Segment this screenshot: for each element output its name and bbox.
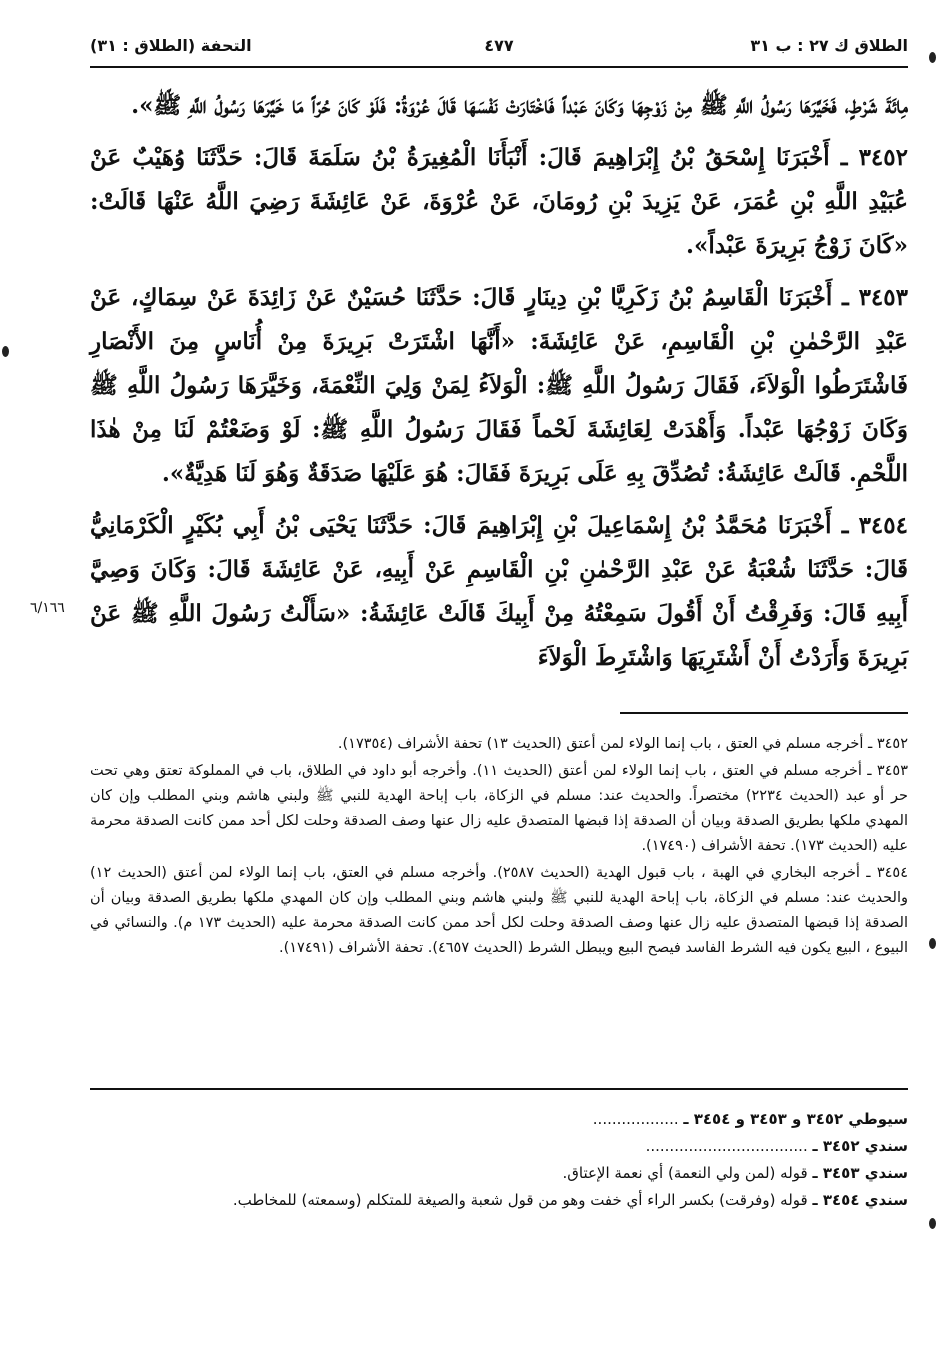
commentary-label: سندي ٣٤٥٤ ـ xyxy=(812,1191,908,1209)
commentary-divider xyxy=(90,1088,908,1090)
commentary-text: .................................. xyxy=(645,1137,808,1155)
footnotes xyxy=(90,732,908,963)
commentary-text: قوله (وفرقت) بكسر الراء أي خفت وهو من قول شعبة والصيغة للمتكلم (وسمعته) للمخاطب. xyxy=(232,1191,808,1209)
header-tuhfa-ref: التحفة (الطلاق : ٣١) xyxy=(90,36,252,55)
commentary-line xyxy=(90,1106,908,1133)
scan-hole-mark xyxy=(929,52,936,63)
commentary-text: قوله (لمن ولي النعمة) أي نعمة الإعتاق. xyxy=(562,1164,808,1182)
scan-hole-mark xyxy=(929,1218,936,1229)
hadith-paragraph: ٣٤٥٣ ـ أَخْبَرَنَا الْقَاسِمُ بْنُ زَكَرِيَّا بْنِ دِينَارٍ قَالَ: حَدَّثَنَا حُسَيْنٌ عَنْ زَائِدَةَ عَنْ سِمَاكٍ، عَنْ عَبْدِ الرَّحْمٰنِ بْنِ الْقَاسِمِ، عَنْ عَائِشَةَ: «أَنَّهَا اشْتَرَتْ بَرِيرَةَ مِنْ أُنَاسٍ مِنَ الأَنْصَارِ فَاشْتَرَطُوا الْوَلاَءَ، فَقَالَ رَسُولُ اللَّهِ ﷺ: الْوَلاَءُ لِمَنْ وَلِيَ النِّعْمَةَ، وَخَيَّرَهَا رَسُولُ اللَّهِ ﷺ وَكَانَ زَوْجُهَا عَبْداً. وَأَهْدَتْ لِعَائِشَةَ لَحْماً فَقَالَ رَسُولُ اللَّهِ ﷺ: لَوْ وَضَعْتُمْ لَنَا مِنْ هٰذَا اللَّحْمِ. قَالَتْ عَائِشَةُ: تُصُدِّقَ بِهِ عَلَى بَرِيرَةَ فَقَالَ: هُوَ عَلَيْهَا صَدَقَةٌ وَهُوَ لَنَا هَدِيَّةٌ». xyxy=(90,284,908,487)
commentary-text: .................. xyxy=(592,1110,679,1128)
scan-hole-mark xyxy=(929,938,936,949)
scan-hole-mark xyxy=(2,346,9,357)
commentary xyxy=(90,1106,908,1214)
commentary-label: سيوطي ٣٤٥٢ و ٣٤٥٣ و ٣٤٥٤ ـ xyxy=(683,1110,908,1128)
footnote-item: ٣٤٥٢ ـ أخرجه مسلم في العتق ، باب إنما الولاء لمن أعتق (الحديث ١٣) تحفة الأشراف (١٧٣٥٤). xyxy=(337,736,908,752)
commentary-label: سندي ٣٤٥٣ ـ xyxy=(812,1164,908,1182)
hadith-paragraph: مِائَةَ شَرْطٍ، فَخَيَّرَهَا رَسُولُ اللَّهِ ﷺ مِنْ زَوْجِهَا وَكَانَ عَبْداً فَاخْتَارَتْ نَفْسَهَا قَالَ عُرْوَةُ: فَلَوْ كَانَ حُرّاً مَا خَيَّرَهَا رَسُولُ اللَّهِ ﷺ». xyxy=(131,92,908,119)
running-header xyxy=(90,30,908,64)
footnote-divider xyxy=(620,712,908,714)
commentary-line xyxy=(90,1133,908,1160)
hadith-paragraph: ٣٤٥٢ ـ أَخْبَرَنَا إِسْحَقُ بْنُ إِبْرَاهِيمَ قَالَ: أَنْبَأَنَا الْمُغِيرَةُ بْنُ سَلَمَةَ قَالَ: حَدَّثَنَا وُهَيْبٌ عَنْ عُبَيْدِ اللَّهِ بْنِ عُمَرَ، عَنْ يَزِيدَ بْنِ رُومَانَ، عَنْ عُرْوَةَ، عَنْ عَائِشَةَ رَضِيَ اللَّهُ عَنْهَا قَالَتْ: «كَانَ زَوْجُ بَرِيرَةَ عَبْداً». xyxy=(90,144,908,259)
footnote-item: ٣٤٥٣ ـ أخرجه مسلم في العتق ، باب إنما الولاء لمن أعتق (الحديث ١١). وأخرجه أبو داود في الطلاق، باب في المملوكة تعتق وهي تحت حر أو عبد (الحديث ٢٢٣٤) مختصراً. والحديث عند: مسلم في الزكاة، باب إباحة الهدية للنبي ﷺ ولبني هاشم وبني المطلب وإن كان المهدي ملكها بطريق الصدقة وبيان أن الصدقة إذا قبضها المتصدق عليه زال عنها وصف الصدقة وحلت لكل أحد ممن كانت الصدقة محرمة عليه (الحديث ١٧٣). تحفة الأشراف (١٧٤٩٠). xyxy=(90,763,909,854)
margin-reference: ٦/١٦٦ xyxy=(30,600,65,616)
commentary-label: سندي ٣٤٥٢ ـ xyxy=(812,1137,908,1155)
header-divider xyxy=(90,66,908,68)
commentary-line xyxy=(90,1160,908,1187)
commentary-line xyxy=(90,1187,908,1214)
footnote-item: ٣٤٥٤ ـ أخرجه البخاري في الهبة ، باب قبول الهدية (الحديث ٢٥٨٧). وأخرجه مسلم في العتق، باب إنما الولاء لمن أعتق (الحديث ١٢) والحديث عند: مسلم في الزكاة، باب إباحة الهدية للنبي ﷺ ولبني هاشم وبني المطلب وإن كان المهدي ملكها بطريق الصدقة وبيان أن الصدقة إذا قبضها المتصدق عليه زال عنها وصف الصدقة وحلت لكل أحد ممن كانت الصدقة محرمة عليه (الحديث ١٧٣ م). والنسائي في البيوع ، البيع يكون فيه الشرط الفاسد فيصح البيع ويبطل الشرط (الحديث ٤٦٥٧). تحفة الأشراف (١٧٤٩١). xyxy=(90,865,908,956)
header-chapter-ref: الطلاق ك ٢٧ : ب ٣١ xyxy=(750,36,908,55)
hadith-paragraph: ٣٤٥٤ ـ أَخْبَرَنَا مُحَمَّدُ بْنُ إِسْمَاعِيلَ بْنِ إِبْرَاهِيمَ قَالَ: حَدَّثَنَا يَحْيَى بْنُ أَبِي بُكَيْرٍ الْكَرْمَانِيُّ قَالَ: حَدَّثَنَا شُعْبَةُ عَنْ عَبْدِ الرَّحْمٰنِ بْنِ الْقَاسِمِ عَنْ أَبِيهِ، عَنْ عَائِشَةَ قَالَ: وَكَانَ وَصِيَّ أَبِيهِ قَالَ: وَفَرِقْتُ أَنْ أَقُولَ سَمِعْتُهُ مِنْ أَبِيكَ قَالَتْ عَائِشَةُ: «سَأَلْتُ رَسُولَ اللَّهِ ﷺ عَنْ بَرِيرَةَ وَأَرَدْتُ أَنْ أَشْتَرِيَهَا وَاشْتَرِطَ الْوَلاَءَ xyxy=(90,512,908,671)
page-number: ٤٧٧ xyxy=(484,36,514,55)
hadith-text xyxy=(90,84,908,688)
